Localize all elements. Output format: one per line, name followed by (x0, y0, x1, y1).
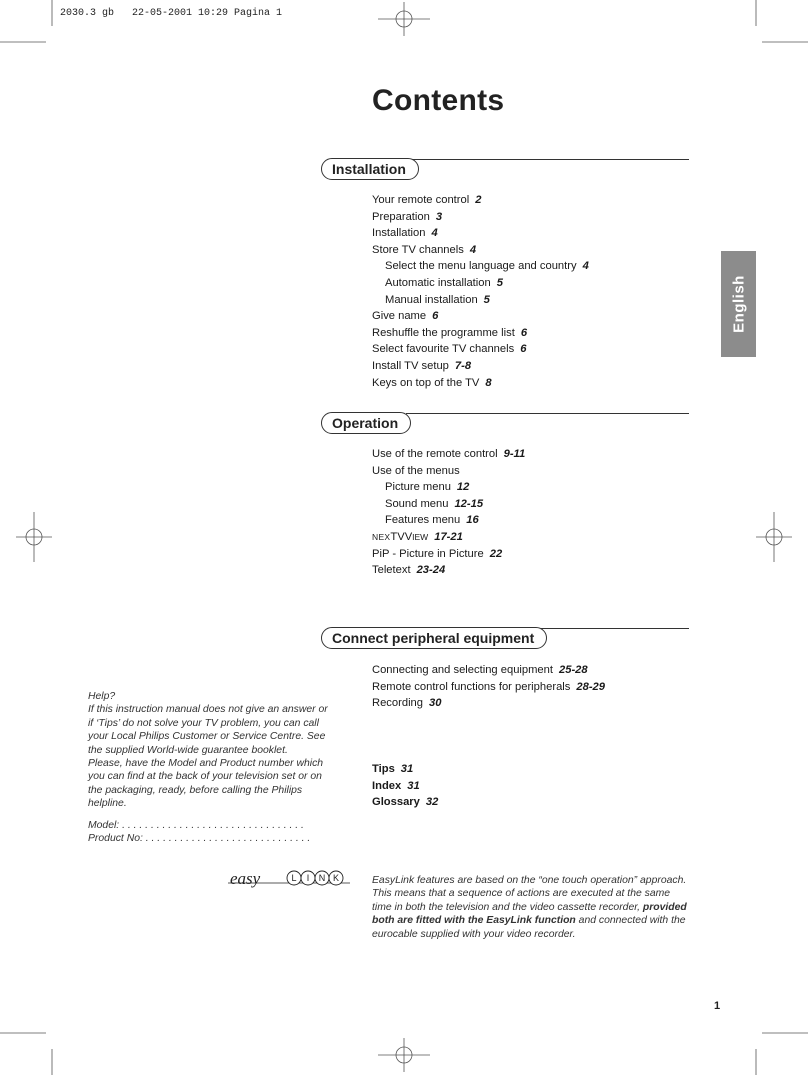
language-tab (721, 251, 756, 357)
toc-item[interactable]: Install TV setup 7-8 (372, 359, 472, 372)
model-field: Model: . . . . . . . . . . . . . . . . . . . . . . . . . . . . . . . . (88, 819, 304, 831)
help-body-2: Please, have the Model and Product number which you can find at the back of your television set or on the packaging, ready, before calling the Philips helpline. (88, 758, 324, 810)
svg-text:N: N (318, 873, 326, 883)
toc-item[interactable]: Recording 30 (372, 697, 442, 710)
toc-item[interactable]: Give name 6 (372, 310, 439, 323)
easylink-note: EasyLink features are based on the “one touch operation” approach. This means that a sequence of actions are executed at the same time in both the television and the video cassette recorder, provided both are fitted with the EasyLink function and connected with the eurocable supplied with your video recorder. (372, 875, 687, 940)
toc-item[interactable]: Select favourite TV channels 6 (372, 343, 527, 356)
section-rule (406, 413, 689, 414)
toc-item[interactable]: Keys on top of the TV 8 (372, 376, 492, 389)
svg-text:L: L (291, 873, 297, 883)
toc-item[interactable]: Store TV channels 4 (372, 243, 477, 256)
page-title: Contents (372, 84, 505, 117)
section-heading-peripherals (321, 627, 689, 649)
toc-subitem[interactable]: Select the menu language and country 4 (385, 260, 589, 273)
section-heading-label: Connect peripheral equipment (321, 627, 547, 649)
section-heading-installation (321, 158, 689, 180)
easylink-logo (228, 866, 350, 892)
svg-text:K: K (332, 873, 340, 883)
toc-peripherals (372, 662, 605, 712)
toc-item[interactable]: Installation 4 (372, 227, 438, 240)
section-heading-label: Operation (321, 412, 411, 434)
toc-operation (372, 446, 525, 579)
toc-subitem[interactable]: Manual installation 5 (385, 293, 490, 306)
section-rule (411, 159, 689, 160)
toc-subitem[interactable]: Features menu 16 (385, 514, 479, 527)
product-number-field: Product No: . . . . . . . . . . . . . . . . . . . . . . . . . . . . . (88, 833, 311, 845)
toc-item[interactable]: Your remote control 2 (372, 194, 482, 206)
svg-text:I: I (306, 873, 310, 883)
toc-item[interactable]: Reshuffle the programme list 6 (372, 326, 528, 339)
toc-item[interactable]: PiP - Picture in Picture 22 (372, 547, 503, 560)
section-heading-operation (321, 412, 689, 434)
toc-item[interactable]: Teletext 23-24 (372, 564, 446, 577)
toc-subitem[interactable]: Automatic installation 5 (385, 276, 503, 289)
help-title: Help? (88, 691, 116, 702)
help-note (88, 690, 328, 845)
toc-item-nextview[interactable]: NEXTVVIEW 17-21 (372, 530, 463, 543)
section-heading-label: Installation (321, 158, 419, 180)
print-slug: 2030.3 gb 22-05-2001 10:29 Pagina 1 (60, 8, 283, 19)
toc-item[interactable]: Use of the menus (372, 464, 460, 477)
toc-item[interactable]: Preparation 3 (372, 210, 443, 223)
toc-item-tips[interactable]: Tips 31 (372, 763, 414, 775)
section-rule (541, 628, 689, 629)
toc-subitem[interactable]: Sound menu 12-15 (385, 497, 484, 510)
toc-installation (372, 192, 589, 391)
toc-item[interactable]: Remote control functions for peripherals 28-29 (372, 680, 605, 693)
page-number: 1 (714, 1000, 721, 1012)
toc-subitem[interactable]: Picture menu 12 (385, 481, 470, 494)
toc-item[interactable]: Connecting and selecting equipment 25-28 (372, 664, 588, 676)
toc-item[interactable]: Use of the remote control 9-11 (372, 448, 526, 460)
help-body-1: If this instruction manual does not give an answer or if ‘Tips’ do not solve your TV problem, you can call your Local Philips Customer or Service Centre. See the supplied World-wide guarantee booklet. (88, 704, 328, 756)
toc-item-glossary[interactable]: Glossary 32 (372, 796, 439, 809)
svg-text:easy: easy (230, 869, 261, 888)
toc-item-index[interactable]: Index 31 (372, 779, 420, 792)
language-tab-label: English (730, 275, 747, 333)
toc-extras (372, 761, 438, 811)
